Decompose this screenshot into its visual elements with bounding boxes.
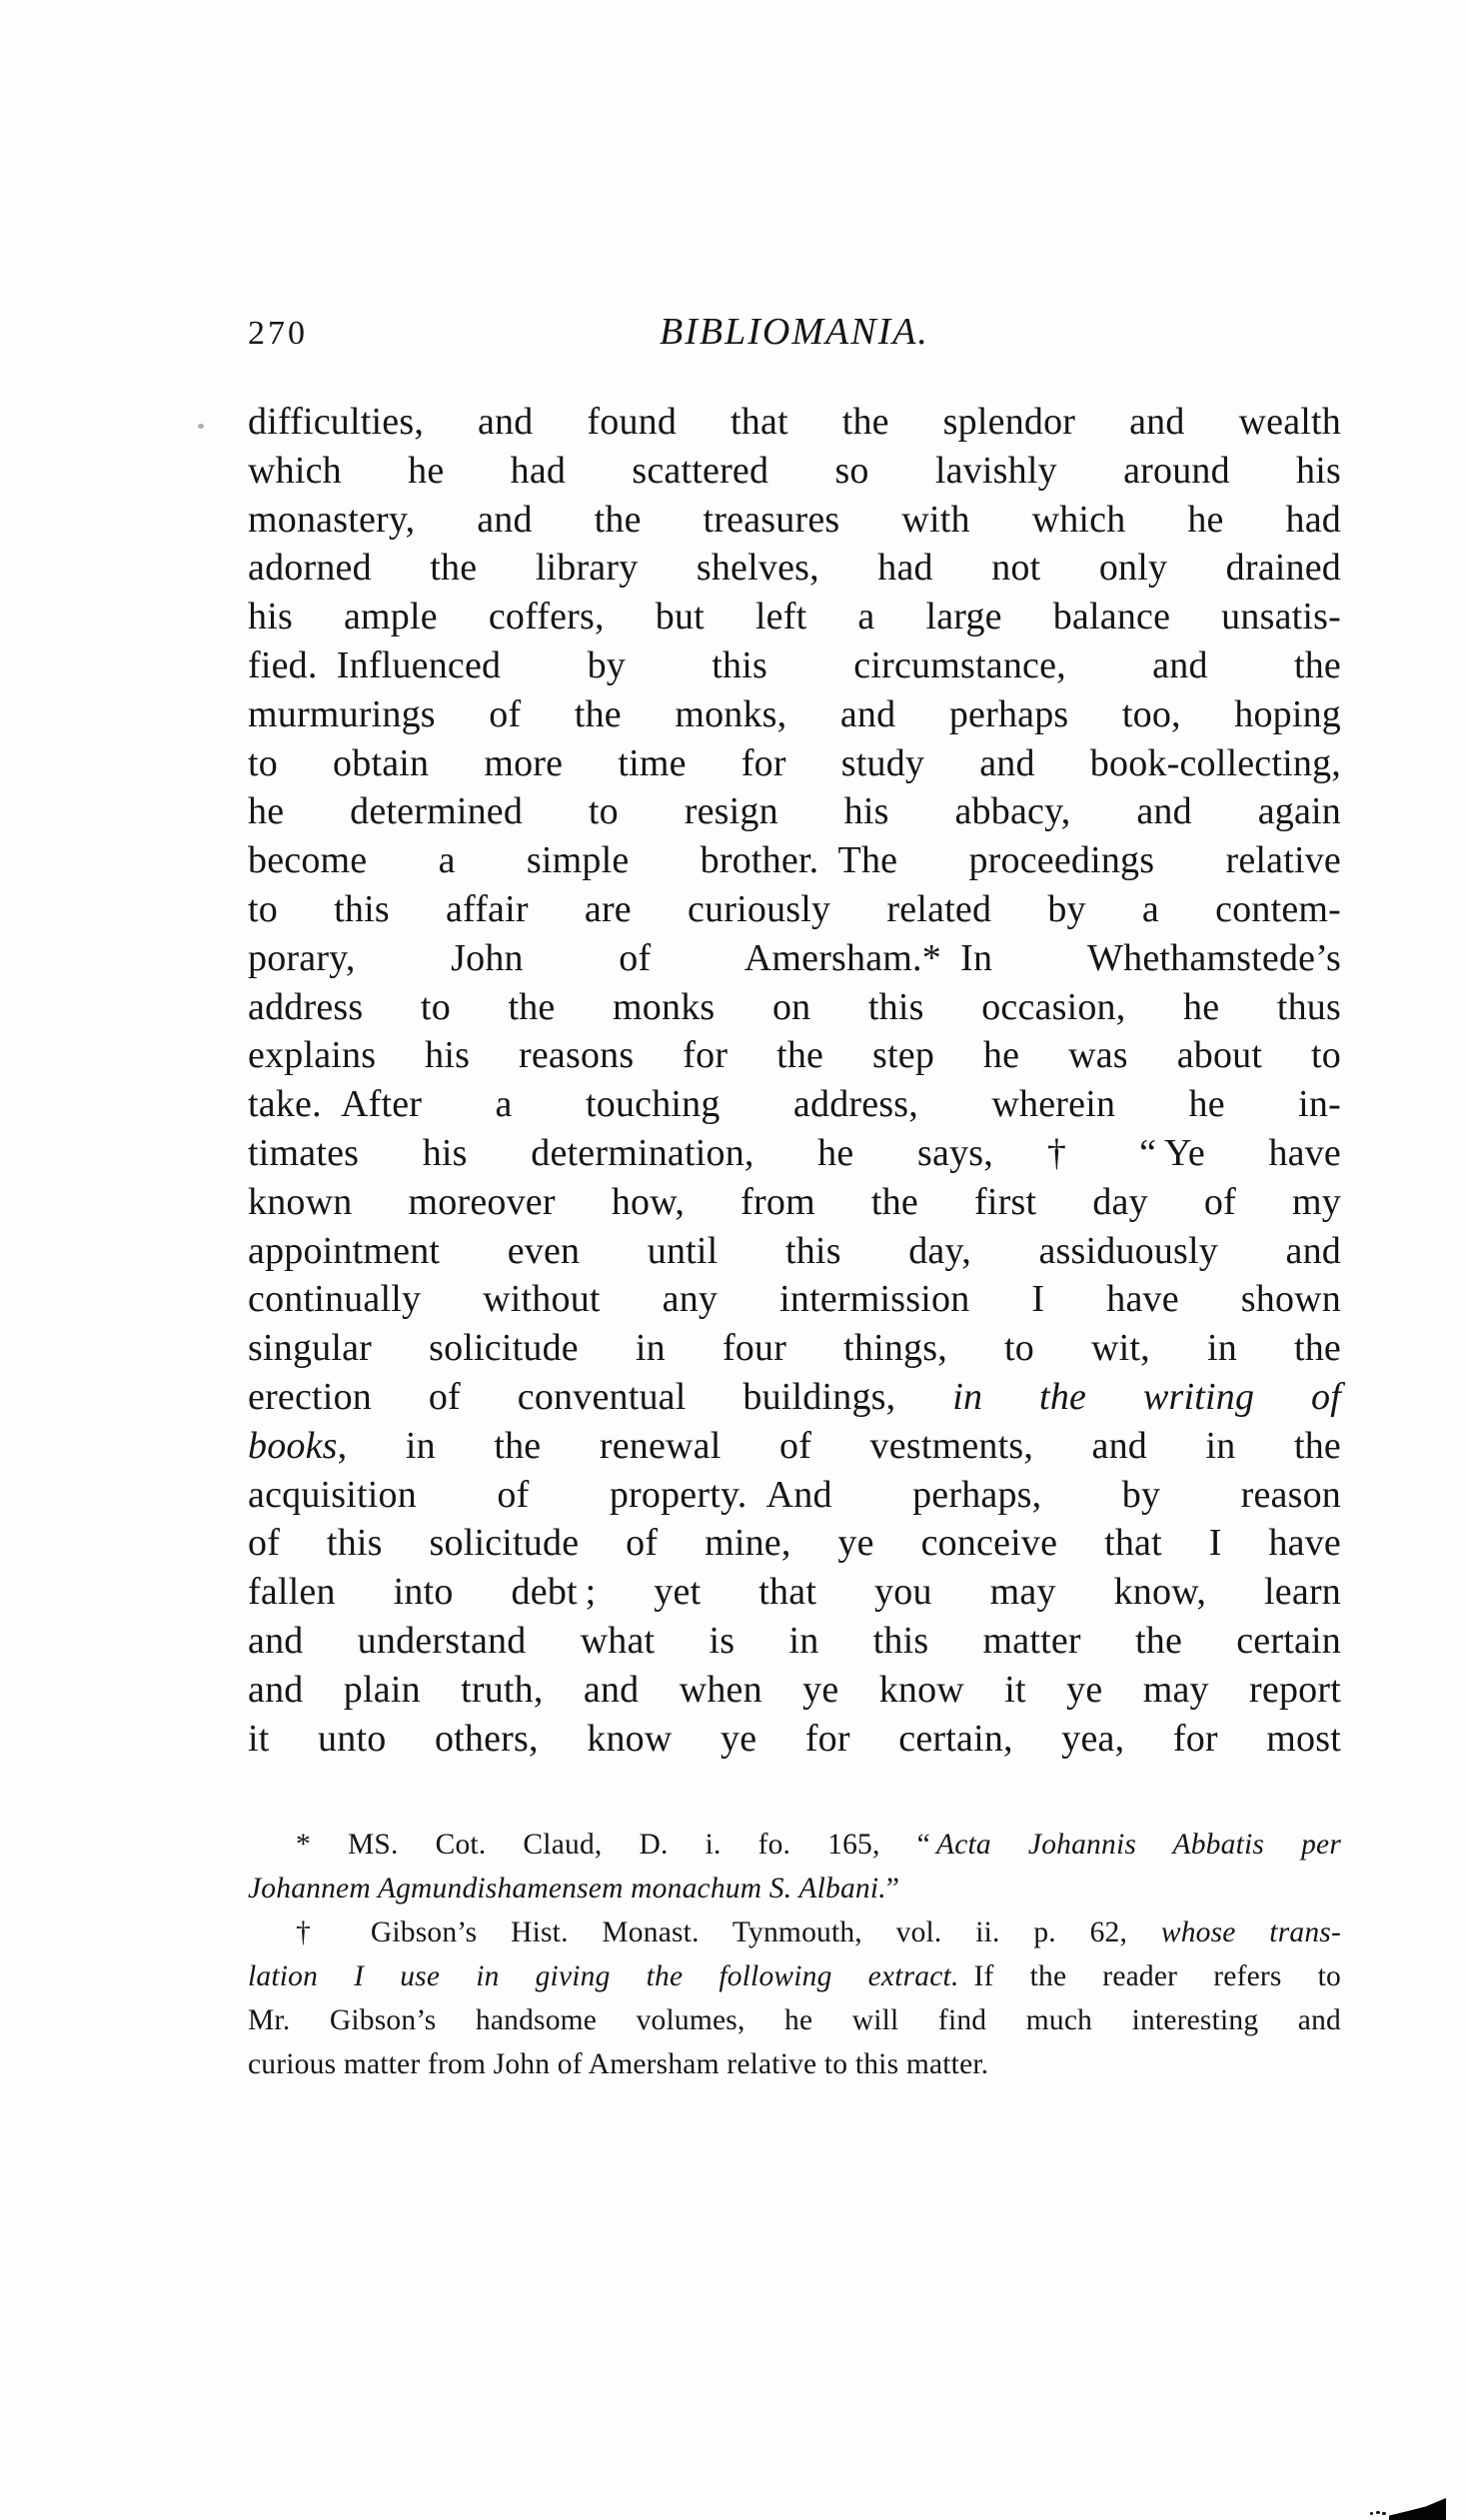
text-line xyxy=(248,934,1341,983)
text-line xyxy=(248,1519,1341,1568)
text-segment: his ample coffers, but left a large balance unsatis- xyxy=(248,596,1341,638)
body-paragraph xyxy=(248,398,1341,1763)
text-line xyxy=(248,690,1341,739)
text-segment: timates his determination, he says,† “ Ye have xyxy=(248,1131,1341,1174)
text-line xyxy=(248,1910,1341,1954)
text-segment: adorned the library shelves, had not only drained xyxy=(248,547,1341,590)
text-line xyxy=(248,641,1341,690)
italic-text: Acta Johannis Abbatis per xyxy=(936,1829,1341,1861)
text-line xyxy=(248,1998,1341,2042)
scan-smudge xyxy=(1389,2498,1446,2520)
text-line xyxy=(248,1666,1341,1715)
text-line xyxy=(248,1823,1341,1867)
text-segment: and understand what is in this matter the certain xyxy=(248,1619,1341,1662)
text-segment: to this affair are curiously related by a contem- xyxy=(248,887,1341,930)
text-line xyxy=(248,1178,1341,1227)
text-segment: fied. Influenced by this circumstance, and the xyxy=(248,643,1341,686)
italic-text: Johannem Agmundishamensem monachum S. Albani. xyxy=(248,1873,886,1904)
scan-speck xyxy=(198,424,204,429)
italic-text: lation I use in giving the following extract. xyxy=(248,1960,959,1992)
scan-smudge-dot xyxy=(1382,2512,1386,2515)
text-segment: curious matter from John of Amersham relative to this matter. xyxy=(248,2048,989,2080)
text-line xyxy=(248,1031,1341,1080)
text-segment: fallen into debt ; yet that you may know, learn xyxy=(248,1571,1341,1614)
italic-text: whose trans- xyxy=(1160,1916,1341,1948)
scan-smudge-dot xyxy=(1370,2512,1373,2515)
text-line xyxy=(248,1954,1341,1998)
text-line xyxy=(248,2042,1341,2086)
text-segment: erection of conventual buildings, xyxy=(248,1375,953,1418)
text-segment: take. After a touching address, wherein he in- xyxy=(248,1083,1341,1126)
text-line xyxy=(248,544,1341,593)
text-segment: monastery, and the treasures with which he had xyxy=(248,498,1341,541)
text-line xyxy=(248,983,1341,1032)
text-line xyxy=(248,1080,1341,1129)
text-line xyxy=(248,1275,1341,1324)
text-segment: singular solicitude in four things, to wit, in the xyxy=(248,1327,1341,1370)
text-line xyxy=(248,1617,1341,1666)
text-line xyxy=(248,1227,1341,1276)
text-line xyxy=(248,1715,1341,1764)
text-segment: * MS. Cot. Claud, D. i. fo. 165, “ xyxy=(296,1829,937,1861)
running-head xyxy=(248,310,1341,362)
text-segment: become a simple brother. The proceedings relative xyxy=(248,839,1341,882)
text-segment: difficulties, and found that the splendor and wealth xyxy=(248,401,1341,443)
text-segment: continually without any intermission I have shown xyxy=(248,1278,1341,1321)
running-title: BIBLIOMANIA. xyxy=(660,311,929,353)
scan-smudge-dot xyxy=(1376,2511,1380,2514)
text-line xyxy=(248,593,1341,641)
text-segment: ” xyxy=(885,1873,900,1904)
footnotes xyxy=(248,1823,1341,2086)
text-segment: If the reader refers to xyxy=(958,1960,1342,1992)
text-line xyxy=(248,1373,1341,1422)
text-line xyxy=(248,496,1341,545)
text-line xyxy=(248,787,1341,836)
text-line xyxy=(248,1867,1341,1910)
text-line xyxy=(248,447,1341,496)
text-segment: murmurings of the monks, and perhaps too, hoping xyxy=(248,692,1341,735)
text-line xyxy=(248,1471,1341,1520)
text-segment: known moreover how, from the first day of my xyxy=(248,1180,1341,1223)
text-line xyxy=(248,1129,1341,1178)
italic-text: in the writing of xyxy=(952,1375,1342,1418)
text-segment: he determined to resign his abbacy, and again xyxy=(248,790,1341,833)
text-segment: , in the renewal of vestments, and in the xyxy=(337,1424,1341,1467)
text-segment: appointment even until this day, assiduously and xyxy=(248,1229,1341,1272)
text-segment: of this solicitude of mine, ye conceive that I have xyxy=(248,1522,1341,1565)
text-segment: explains his reasons for the step he was about to xyxy=(248,1034,1341,1077)
page-number: 270 xyxy=(248,315,308,352)
text-segment: porary, John of Amersham.* In Whethamstede’s xyxy=(248,936,1341,979)
text-line xyxy=(248,836,1341,885)
text-line xyxy=(248,398,1341,447)
text-line xyxy=(248,1568,1341,1617)
text-segment: acquisition of property. And perhaps, by reason xyxy=(248,1473,1341,1516)
text-segment: address to the monks on this occasion, he thus xyxy=(248,985,1341,1028)
text-line xyxy=(248,739,1341,788)
text-line xyxy=(248,1422,1341,1471)
text-segment: and plain truth, and when ye know it ye may report xyxy=(248,1668,1341,1711)
text-segment: it unto others, know ye for certain, yea, for most xyxy=(248,1717,1341,1760)
text-segment: to obtain more time for study and book-collecting, xyxy=(248,741,1341,784)
text-line xyxy=(248,1324,1341,1373)
text-segment: which he had scattered so lavishly around his xyxy=(248,449,1341,492)
text-line xyxy=(248,885,1341,934)
text-segment: † Gibson’s Hist. Monast. Tynmouth, vol. ii. p. 62, xyxy=(296,1916,1161,1948)
italic-text: books xyxy=(248,1424,338,1467)
text-segment: Mr. Gibson’s handsome volumes, he will find much interesting and xyxy=(248,2004,1341,2036)
